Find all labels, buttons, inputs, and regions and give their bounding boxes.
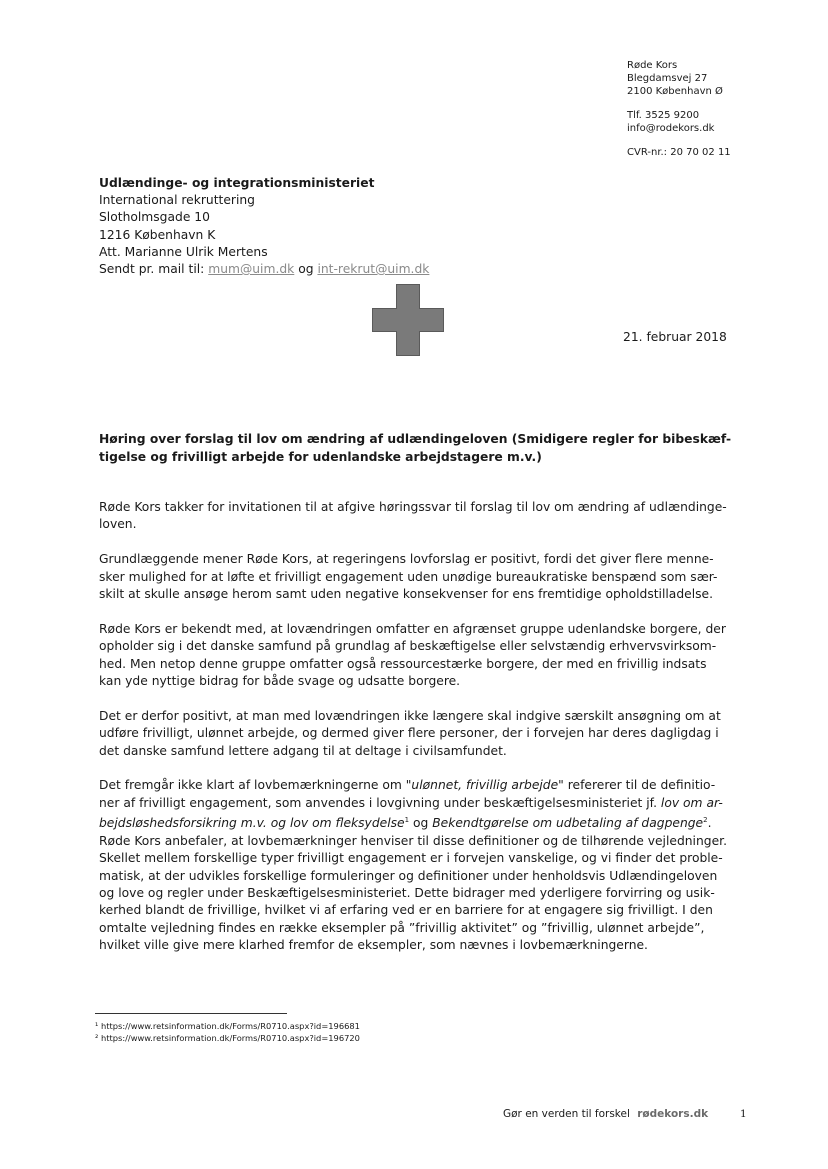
paragraph-4 (99, 708, 739, 760)
recipient-org: Udlændinge- og integrationsministeriet (99, 176, 375, 190)
sender-city: 2100 København Ø (627, 86, 723, 97)
body-line: Det er derfor positivt, at man med lovændringen ikke længere skal indgive særskilt ansøgning om at (99, 708, 721, 723)
recipient-city: 1216 København K (99, 227, 216, 242)
body-line: Røde Kors anbefaler, at lovbemærkninger henviser til disse definitioner og de tilhørende vejledninger. (99, 833, 727, 848)
body-line (99, 777, 739, 794)
body-line: hvilket ville give mere klarhed fremfor de eksempler, som nævnes i lovbemærkningerne. (99, 938, 648, 953)
footnote-divider (95, 1013, 287, 1014)
paragraph-1 (99, 499, 739, 534)
body-line: og love og regler under Beskæftigelsesministeriet. Dette bidrager med yderligere forvirring og usik- (99, 885, 715, 900)
text-run: refererer til de definitio- (563, 778, 716, 793)
body-line (99, 812, 739, 833)
sender-email: info@rodekors.dk (627, 123, 715, 134)
sent-prefix: Sendt pr. mail til: (99, 262, 209, 277)
body-line: kan yde nyttige bidrag for både svage og udsatte borgere. (99, 674, 461, 689)
sent-by-mail (99, 261, 429, 278)
body-line: Røde Kors er bekendt med, at lovændringen omfatter en afgrænset gruppe udenlandske borgere, der (99, 621, 726, 636)
page-number: 1 (740, 1108, 747, 1120)
text-run: ner af frivilligt engagement, som anvendes i lovgivning under beskæftigelsesministeriet jf. (99, 795, 661, 810)
body-line (99, 795, 739, 812)
recipient-street: Slotholmsgade 10 (99, 210, 210, 225)
footnote-ref-1[interactable]: 1 (404, 816, 410, 825)
body-line: omtalte vejledning findes en række eksempler på ”frivillig aktivitet” og ”frivillig, ulønnet arbejde”, (99, 920, 705, 935)
text-run: . (707, 816, 712, 831)
body-line: udføre frivilligt, ulønnet arbejde, og dermed giver flere personer, der i forvejen har deres dagligdag i (99, 726, 719, 741)
body-line: Grundlæggende mener Røde Kors, at regeringens lovforslag er positivt, fordi det giver flere menne- (99, 552, 714, 567)
footnote-1[interactable]: ¹ https://www.retsinformation.dk/Forms/R0710.aspx?id=196681 (95, 1021, 360, 1031)
body-line: det danske samfund lettere adgang til at deltage i civilsamfundet. (99, 743, 507, 758)
body-line: Skellet mellem forskellige typer frivilligt engagement er i forvejen vanskelige, og vi finder det proble- (99, 851, 723, 866)
quoted-term: "ulønnet, frivillig arbejde" (405, 778, 564, 793)
law-reference: lov om ar- (660, 795, 723, 810)
sender-name: Røde Kors (627, 60, 678, 71)
recipient-address (99, 175, 429, 278)
recipient-att: Att. Marianne Ulrik Mertens (99, 244, 268, 259)
mail-link-2[interactable]: int-rekrut@uim.dk (317, 262, 430, 277)
body-line: sker mulighed for at løfte et frivilligt engagement uden unødige bureaukratiske benspænd som sær- (99, 569, 718, 584)
sent-and: og (294, 262, 318, 277)
paragraph-2 (99, 551, 739, 603)
footer-slogan: Gør en verden til forskel (503, 1108, 630, 1120)
body-line: loven. (99, 517, 137, 532)
sender-address (627, 59, 731, 159)
page-footer (503, 1108, 708, 1120)
letter-date: 21. februar 2018 (623, 330, 727, 344)
law-reference: bejdsløshedsforsikring m.v. og lov om fleksydelse (99, 816, 405, 831)
body-line: kerhed blandt de frivillige, hvilket vi af erfaring ved er en barriere for at engagere sig frivilligt. I den (99, 903, 713, 918)
subject-line: Høring over forslag til lov om ændring af udlændingeloven (Smidigere regler for bibeskæf- (99, 432, 732, 446)
paragraph-3 (99, 621, 739, 691)
body-line: Røde Kors takker for invitationen til at afgive høringssvar til forslag til lov om ændring af udlændinge- (99, 500, 727, 514)
footnotes (95, 1020, 360, 1044)
letter-body (99, 499, 739, 972)
footer-brand: rødekors.dk (637, 1108, 709, 1120)
text-run: Det fremgår ikke klart af lovbemærkningerne om (99, 778, 406, 793)
body-line: hed. Men netop denne gruppe omfatter også ressourcestærke borgere, der med en frivillig indsats (99, 656, 707, 671)
text-run: og (409, 816, 433, 831)
letter-subject (99, 431, 739, 466)
footnote-ref-2[interactable]: 2 (703, 816, 708, 825)
sender-cvr: CVR-nr.: 20 70 02 11 (627, 147, 731, 158)
body-line: opholder sig i det danske samfund på grundlag af beskæftigelse eller selvstændig erhvervsvirksom- (99, 639, 717, 654)
sender-street: Blegdamsvej 27 (627, 73, 708, 84)
subject-line: tigelse og frivilligt arbejde for udenlandske arbejdstagere m.v.) (99, 449, 542, 464)
law-reference: Bekendtgørelse om udbetaling af dagpenge (432, 816, 704, 831)
recipient-dept: International rekruttering (99, 193, 255, 208)
paragraph-5 (99, 777, 739, 954)
body-line: matisk, at der udvikles forskellige formuleringer og definitioner under henholdsvis Udlændingeloven (99, 868, 718, 883)
sender-phone: Tlf. 3525 9200 (627, 110, 700, 121)
body-line: skilt at skulle ansøge herom samt uden negative konsekvenser for ens fremtidige opholdstilladelse. (99, 587, 714, 602)
red-cross-icon (372, 284, 444, 356)
mail-link-1[interactable]: mum@uim.dk (208, 262, 295, 277)
footnote-2[interactable]: ² https://www.retsinformation.dk/Forms/R0710.aspx?id=196720 (95, 1033, 360, 1043)
